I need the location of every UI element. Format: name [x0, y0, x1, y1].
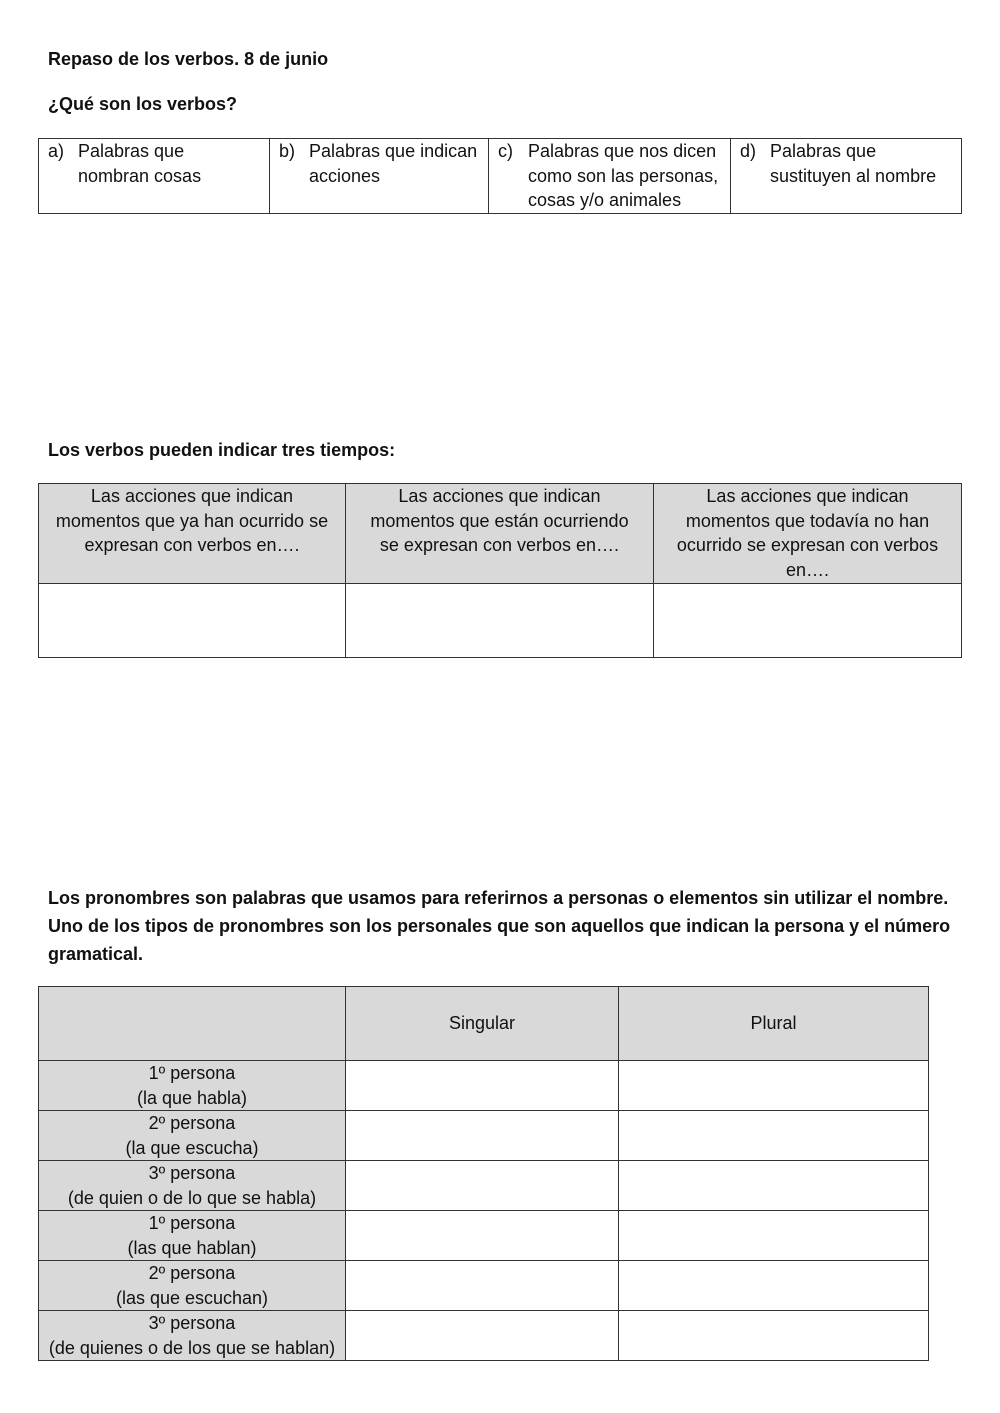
option-letter: d): [740, 141, 757, 161]
person-description: (de quienes o de los que se hablan): [48, 1337, 336, 1358]
row-header-2nd-plural: [39, 1261, 346, 1311]
row-header-1st-singular: [39, 1061, 346, 1111]
tense-future-answer[interactable]: [654, 584, 962, 658]
paragraph-line: gramatical.: [48, 944, 144, 964]
person-label: 2º persona: [148, 1263, 236, 1283]
prompt-line: en….: [785, 559, 830, 580]
row-header-3rd-plural: [39, 1311, 346, 1361]
option-text-line: sustituyen al nombre: [770, 165, 937, 186]
option-letter: c): [498, 141, 513, 161]
option-text-line: Palabras que: [78, 141, 185, 161]
person-description: (de quien o de lo que se habla): [67, 1187, 317, 1208]
person-description: (las que escuchan): [115, 1287, 269, 1308]
option-d[interactable]: [731, 139, 962, 214]
prompt-line: expresan con verbos en….: [84, 535, 300, 555]
table-corner-cell: [39, 987, 346, 1061]
row-header-2nd-singular: [39, 1111, 346, 1161]
answer-cell-singular[interactable]: [346, 1261, 619, 1311]
answer-cell-plural[interactable]: [619, 1111, 929, 1161]
verb-tenses-table: [38, 483, 962, 658]
column-header-singular: Singular: [346, 987, 619, 1061]
tense-past-prompt: [39, 484, 346, 584]
option-text-line: Palabras que nos dicen: [528, 141, 717, 161]
prompt-line: momentos que ya han ocurrido se: [55, 510, 329, 531]
tense-future-prompt: [654, 484, 962, 584]
answer-cell-singular[interactable]: [346, 1061, 619, 1111]
answer-cell-singular[interactable]: [346, 1111, 619, 1161]
tense-past-answer[interactable]: [39, 584, 346, 658]
prompt-line: se expresan con verbos en….: [379, 535, 620, 555]
option-c[interactable]: [489, 139, 731, 214]
prompt-line: Las acciones que indican: [398, 486, 601, 506]
page-title: Repaso de los verbos. 8 de junio: [48, 49, 329, 69]
pronouns-paragraph: [48, 884, 978, 968]
person-description: (las que hablan): [127, 1237, 257, 1258]
option-text-line: Palabras que: [770, 141, 877, 161]
option-text-line: acciones: [309, 165, 381, 186]
tense-present-answer[interactable]: [346, 584, 654, 658]
answer-cell-plural[interactable]: [619, 1211, 929, 1261]
prompt-line: momentos que todavía no han: [685, 510, 930, 531]
option-text-line: cosas y/o animales: [528, 190, 682, 210]
tenses-heading: Los verbos pueden indicar tres tiempos:: [48, 440, 396, 460]
tense-present-prompt: [346, 484, 654, 584]
answer-cell-plural[interactable]: [619, 1261, 929, 1311]
person-label: 1º persona: [148, 1063, 236, 1083]
question-what-are-verbs: ¿Qué son los verbos?: [48, 94, 238, 114]
answer-cell-plural[interactable]: [619, 1311, 929, 1361]
personal-pronouns-table: [38, 986, 929, 1361]
prompt-line: ocurrido se expresan con verbos: [676, 535, 939, 555]
prompt-line: Las acciones que indican: [90, 486, 294, 506]
option-letter: a): [48, 141, 65, 161]
option-text-line: Palabras que indican: [309, 141, 478, 161]
answer-cell-plural[interactable]: [619, 1161, 929, 1211]
person-label: 2º persona: [148, 1113, 236, 1133]
row-header-1st-plural: [39, 1211, 346, 1261]
person-label: 3º persona: [148, 1163, 236, 1183]
option-b[interactable]: [270, 139, 489, 214]
person-label: 3º persona: [148, 1313, 236, 1333]
option-text-line: como son las personas,: [528, 165, 719, 186]
answer-cell-singular[interactable]: [346, 1311, 619, 1361]
person-description: (la que habla): [136, 1087, 248, 1108]
answer-cell-singular[interactable]: [346, 1211, 619, 1261]
answer-cell-singular[interactable]: [346, 1161, 619, 1211]
option-text-line: nombran cosas: [78, 165, 202, 186]
row-header-3rd-singular: [39, 1161, 346, 1211]
column-header-plural: Plural: [619, 987, 929, 1061]
prompt-line: momentos que están ocurriendo: [370, 510, 629, 531]
person-label: 1º persona: [148, 1213, 236, 1233]
paragraph-line: Los pronombres son palabras que usamos para referirnos a personas o elementos sin utilizar el nombre.: [48, 888, 949, 908]
verb-definition-options: [38, 138, 962, 214]
prompt-line: Las acciones que indican: [706, 486, 909, 506]
option-letter: b): [279, 141, 296, 161]
paragraph-line: Uno de los tipos de pronombres son los personales que son aquellos que indican la persona y el número: [48, 916, 951, 936]
option-a[interactable]: [39, 139, 270, 214]
person-description: (la que escucha): [125, 1137, 259, 1158]
answer-cell-plural[interactable]: [619, 1061, 929, 1111]
